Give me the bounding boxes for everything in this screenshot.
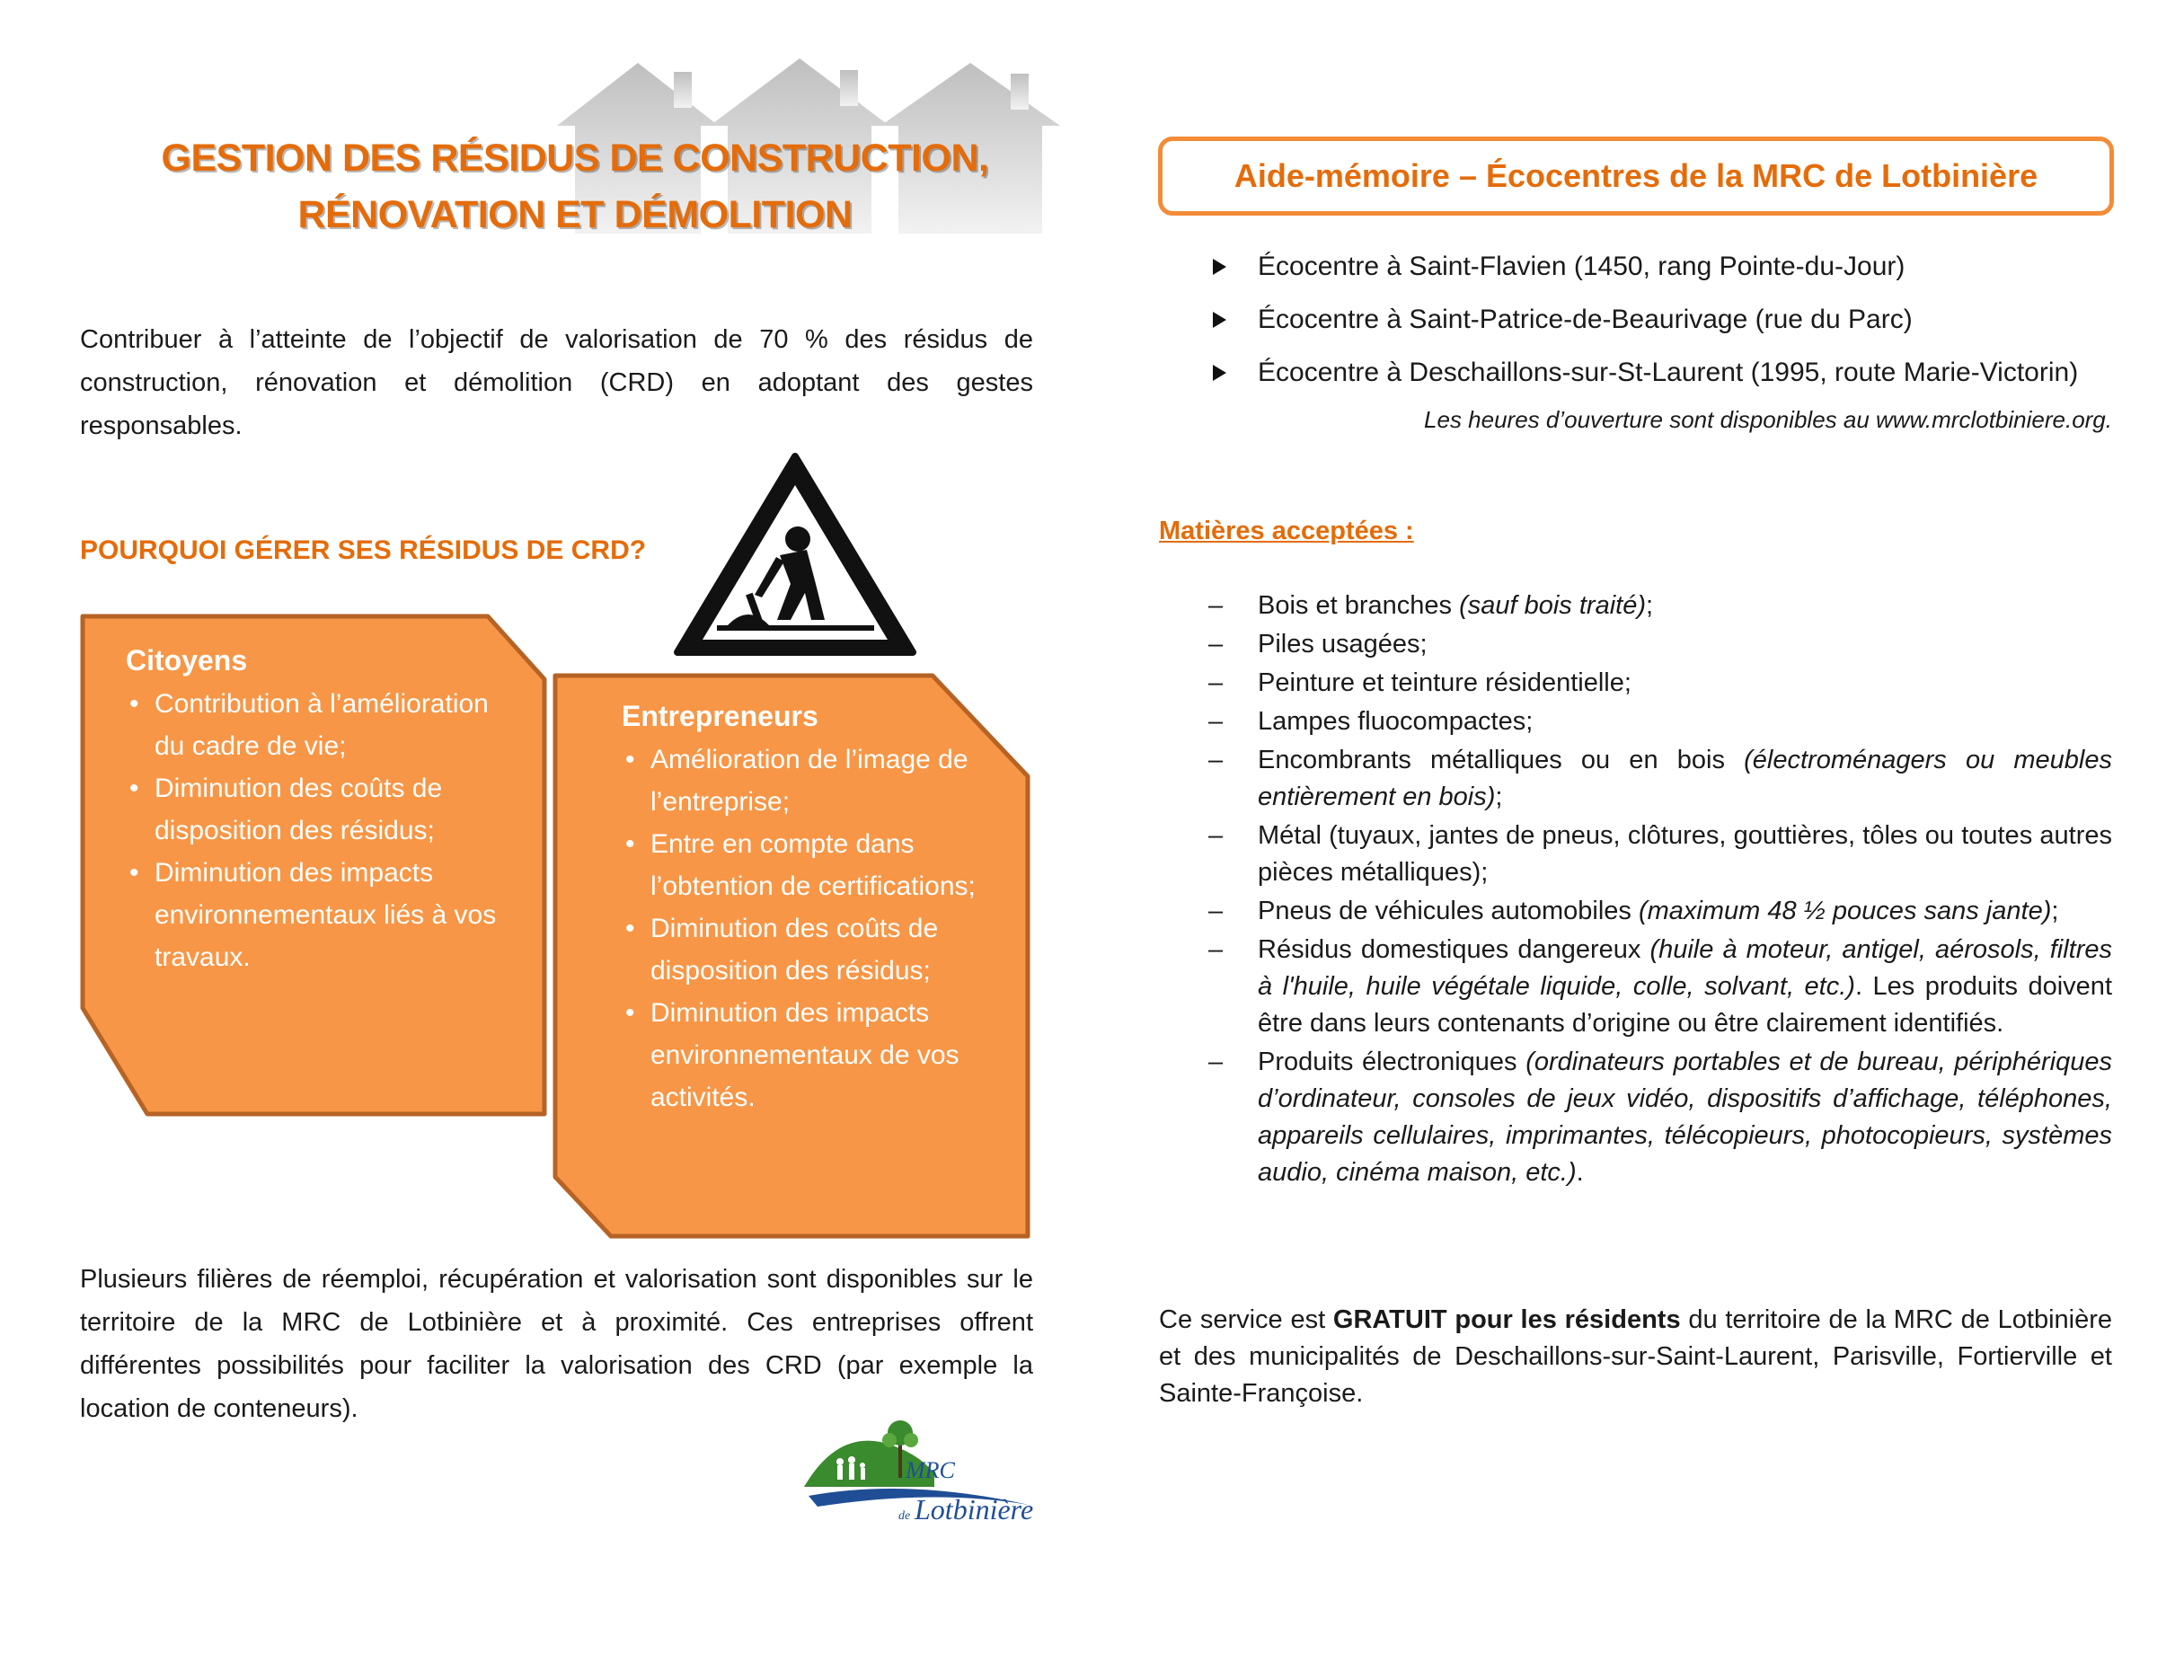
memo-title: Aide-mémoire – Écocentres de la MRC de Lotbinière (1233, 157, 2038, 194)
list-item: • Diminution des coûts de disposition des résidus; (622, 907, 990, 992)
list-item: • Entre en compte dans l’obtention de certifications; (622, 823, 990, 907)
section-heading: POURQUOI GÉRER SES RÉSIDUS DE CRD? (80, 535, 647, 565)
dash-bullet: – (1208, 630, 1224, 659)
entrepreneurs-title: Entrepreneurs (622, 700, 818, 732)
material-item: – Résidus domestiques dangereux (huile à moteur, antigel, aérosols, filtres à l'huile, huile végétale liquide, colle, solvant, etc.). Les produits doivent être dans leurs contenants d’origine ou être clairement identifiés. (1208, 932, 2112, 1042)
material-item: – Encombrants métalliques ou en bois (électroménagers ou meubles entièrement en bois); (1208, 742, 2112, 816)
citoyens-list (126, 683, 512, 978)
dash-bullet: – (1208, 707, 1224, 736)
closing-paragraph: Plusieurs filières de réemploi, récupération et valorisation sont disponibles sur le territoire de la MRC de Lotbinière et à proximité. Ces entreprises offrent différentes possibilités pour faciliter la valorisation des CRD (par exemple la location de conteneurs). (80, 1265, 1033, 1423)
ecocentre-text: Écocentre à Deschaillons-sur-St-Laurent (1995, route Marie-Victorin) (1258, 358, 2079, 387)
main-title-line: RÉNOVATION ET DÉMOLITION (297, 193, 853, 236)
material-item: – Pneus de véhicules automobiles (maximum 48 ½ pouces sans jante); (1208, 893, 2112, 930)
ecocentre-item (1213, 249, 2111, 302)
citoyens-panel-content (126, 638, 512, 978)
dash-bullet: – (1208, 591, 1224, 620)
material-item: – Produits électroniques (ordinateurs portables et de bureau, périphériques d’ordinateur, consoles de jeux vidéo, dispositifs d’affichage, téléphones, appareils cellulaires, imprimantes, télécopieurs, photocopieurs, systèmes audio, cinéma maison, etc.). (1208, 1044, 2112, 1191)
intro-paragraph: Contribuer à l’atteinte de l’objectif de valorisation de 70 % des résidus de construction, rénovation et démolition (CRD) en adoptant des gestes responsables. (80, 325, 1033, 440)
main-title (81, 130, 1069, 243)
list-item: • Diminution des coûts de disposition des résidus; (126, 767, 512, 852)
material-item: – Bois et branches (sauf bois traité); (1208, 588, 2112, 624)
list-item: • Amélioration de l’image de l’entreprise; (622, 738, 990, 823)
material-item: – Piles usagées; (1208, 626, 2112, 663)
ecocentres-list (1213, 249, 2111, 408)
ecocentre-item (1213, 355, 2111, 408)
material-item: – Peinture et teinture résidentielle; (1208, 665, 2112, 702)
dash-bullet: – (1208, 668, 1224, 697)
triangle-bullet-icon (1213, 365, 1226, 381)
material-item: – Lampes fluocompactes; (1208, 703, 2112, 740)
hours-note: Les heures d’ouverture sont disponibles au www.mrclotbiniere.org. (1424, 406, 2112, 433)
citoyens-title: Citoyens (126, 644, 248, 676)
entrepreneurs-list (622, 738, 990, 1119)
ecocentre-item (1213, 302, 2111, 355)
ecocentre-text: Écocentre à Saint-Patrice-de-Beaurivage (rue du Parc) (1258, 305, 1913, 334)
service-paragraph: Ce service est GRATUIT pour les résidents du territoire de la MRC de Lotbinière et des municipalités de Deschaillons-sur-Saint-Laurent, Parisville, Fortierville et Sainte-Françoise. (1159, 1305, 2112, 1408)
dash-bullet: – (1208, 746, 1224, 774)
dash-bullet: – (1208, 821, 1224, 850)
list-item: • Diminution des impacts environnementaux de vos activités. (622, 992, 990, 1119)
list-item: • Contribution à l’amélioration du cadre de vie; (126, 683, 512, 767)
dash-bullet: – (1208, 897, 1224, 925)
material-item: – Métal (tuyaux, jantes de pneus, clôtures, gouttières, tôles ou toutes autres pièces métalliques); (1208, 818, 2112, 891)
dash-bullet: – (1208, 935, 1224, 964)
triangle-bullet-icon (1213, 312, 1226, 328)
logo-text-de: de (898, 1509, 911, 1523)
triangle-bullet-icon (1213, 259, 1226, 275)
dash-bullet: – (1208, 1048, 1224, 1076)
logo-text-lotbiniere: Lotbinière (915, 1493, 1034, 1525)
accepted-materials-heading: Matières acceptées : (1159, 517, 1414, 545)
memo-title-box (1158, 137, 2114, 216)
materials-list (1208, 588, 2112, 1193)
ecocentre-text: Écocentre à Saint-Flavien (1450, rang Pointe-du-Jour) (1258, 252, 1905, 281)
list-item: • Diminution des impacts environnementaux liés à vos travaux. (126, 852, 512, 978)
mrc-tree-logo (800, 1406, 1038, 1527)
logo-text-mrc: MRC (906, 1457, 955, 1483)
free-emphasis: GRATUIT pour les résidents (1332, 1305, 1681, 1334)
entrepreneurs-panel-content (622, 694, 990, 1119)
main-title-line: GESTION DES RÉSIDUS DE CONSTRUCTION, (161, 137, 989, 180)
